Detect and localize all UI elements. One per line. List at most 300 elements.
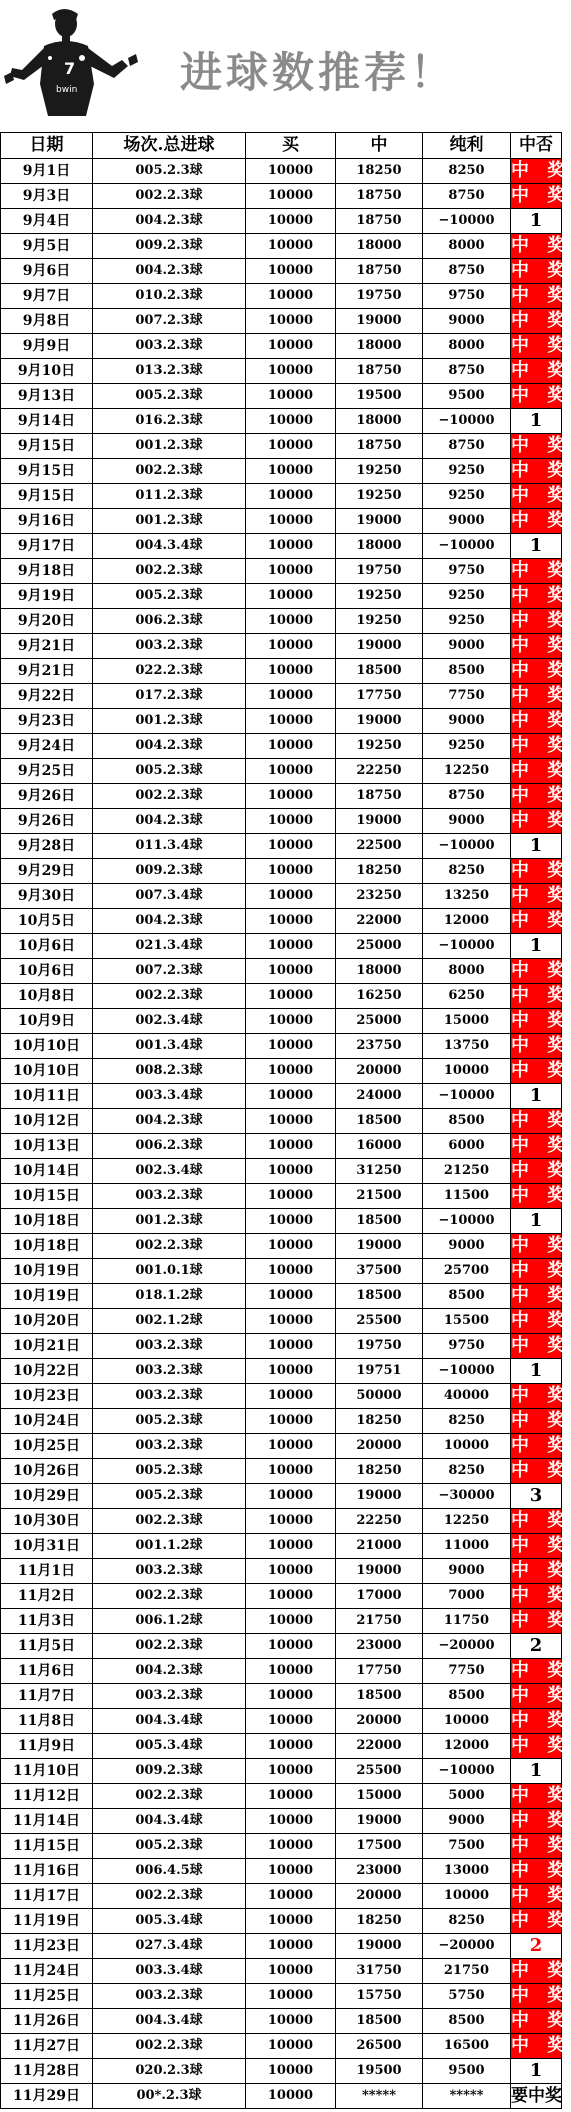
- cell-result: 中 奖: [511, 2034, 562, 2059]
- cell-date: 11月24日: [1, 1959, 93, 1984]
- table-row: [1, 884, 562, 909]
- cell-result: 中 奖: [511, 334, 562, 359]
- cell-profit: 9750: [423, 559, 511, 584]
- cell-profit: 9250: [423, 734, 511, 759]
- cell-match: 022.2.3球: [93, 659, 246, 684]
- cell-buy: 10000: [246, 1659, 336, 1684]
- cell-date: 11月19日: [1, 1909, 93, 1934]
- cell-hit: 18500: [336, 659, 423, 684]
- cell-hit: 31750: [336, 1959, 423, 1984]
- cell-buy: 10000: [246, 509, 336, 534]
- cell-profit: 8000: [423, 959, 511, 984]
- cell-match: 002.2.3球: [93, 459, 246, 484]
- cell-date: 9月15日: [1, 434, 93, 459]
- cell-match: 004.2.3球: [93, 209, 246, 234]
- table-row: [1, 709, 562, 734]
- cell-match: 017.2.3球: [93, 684, 246, 709]
- cell-profit: 9000: [423, 1234, 511, 1259]
- cell-match: 003.2.3球: [93, 634, 246, 659]
- cell-match: 018.1.2球: [93, 1284, 246, 1309]
- cell-buy: 10000: [246, 459, 336, 484]
- table-row: [1, 409, 562, 434]
- cell-buy: 10000: [246, 634, 336, 659]
- cell-match: 006.2.3球: [93, 609, 246, 634]
- cell-date: 11月16日: [1, 1859, 93, 1884]
- table-row: [1, 1434, 562, 1459]
- table-row: [1, 584, 562, 609]
- cell-buy: 10000: [246, 1484, 336, 1509]
- cell-match: 002.2.3球: [93, 1234, 246, 1259]
- cell-buy: 10000: [246, 1234, 336, 1259]
- cell-profit: 9500: [423, 2059, 511, 2084]
- table-row: [1, 659, 562, 684]
- table-row: [1, 1459, 562, 1484]
- cell-match: 002.2.3球: [93, 1509, 246, 1534]
- cell-result: 1: [511, 209, 562, 234]
- cell-hit: 19000: [336, 634, 423, 659]
- table-row: [1, 1509, 562, 1534]
- cell-profit: 40000: [423, 1384, 511, 1409]
- cell-match: 002.2.3球: [93, 784, 246, 809]
- cell-hit: 19750: [336, 1334, 423, 1359]
- cell-match: 002.1.2球: [93, 1309, 246, 1334]
- cell-result: 中 奖: [511, 1459, 562, 1484]
- cell-buy: 10000: [246, 1109, 336, 1134]
- cell-profit: 11500: [423, 1184, 511, 1209]
- cell-date: 9月30日: [1, 884, 93, 909]
- cell-result: 中 奖: [511, 284, 562, 309]
- cell-profit: 8250: [423, 1409, 511, 1434]
- cell-date: 11月3日: [1, 1609, 93, 1634]
- cell-hit: 19500: [336, 384, 423, 409]
- table-row: [1, 1484, 562, 1509]
- cell-hit: 18750: [336, 784, 423, 809]
- table-row: [1, 334, 562, 359]
- table-row: [1, 1709, 562, 1734]
- cell-match: 002.2.3球: [93, 1884, 246, 1909]
- cell-match: 006.2.3球: [93, 1134, 246, 1159]
- cell-result: 中 奖: [511, 684, 562, 709]
- cell-match: 004.3.4球: [93, 534, 246, 559]
- cell-profit: 8500: [423, 2009, 511, 2034]
- cell-match: 010.2.3球: [93, 284, 246, 309]
- table-row: [1, 684, 562, 709]
- cell-profit: 8500: [423, 1109, 511, 1134]
- cell-profit: 12250: [423, 1509, 511, 1534]
- cell-hit: 18750: [336, 259, 423, 284]
- cell-profit: 11750: [423, 1609, 511, 1634]
- table-row: [1, 1534, 562, 1559]
- cell-result: 中 奖: [511, 1509, 562, 1534]
- cell-result: 中 奖: [511, 1784, 562, 1809]
- cell-profit: −20000: [423, 1634, 511, 1659]
- header-banner: [0, 0, 562, 132]
- cell-profit: 9250: [423, 584, 511, 609]
- table-row: [1, 459, 562, 484]
- cell-date: 10月31日: [1, 1534, 93, 1559]
- cell-buy: 10000: [246, 209, 336, 234]
- cell-date: 11月15日: [1, 1834, 93, 1859]
- cell-buy: 10000: [246, 1759, 336, 1784]
- cell-buy: 10000: [246, 1509, 336, 1534]
- table-row: [1, 184, 562, 209]
- cell-match: 003.2.3球: [93, 1384, 246, 1409]
- cell-result: 中 奖: [511, 1559, 562, 1584]
- table-row: [1, 1559, 562, 1584]
- cell-match: 001.3.4球: [93, 1034, 246, 1059]
- cell-date: 10月13日: [1, 1134, 93, 1159]
- cell-buy: 10000: [246, 1984, 336, 2009]
- cell-buy: 10000: [246, 659, 336, 684]
- cell-buy: 10000: [246, 1159, 336, 1184]
- cell-buy: 10000: [246, 384, 336, 409]
- cell-match: 003.2.3球: [93, 1434, 246, 1459]
- cell-result: 中 奖: [511, 509, 562, 534]
- cell-profit: 9750: [423, 1334, 511, 1359]
- cell-result: 中 奖: [511, 959, 562, 984]
- cell-date: 9月15日: [1, 484, 93, 509]
- cell-buy: 10000: [246, 184, 336, 209]
- cell-hit: 19250: [336, 584, 423, 609]
- cell-hit: 21750: [336, 1609, 423, 1634]
- cell-result: 中 奖: [511, 359, 562, 384]
- cell-match: 005.3.4球: [93, 1734, 246, 1759]
- cell-result: 1: [511, 2059, 562, 2084]
- cell-date: 10月10日: [1, 1034, 93, 1059]
- cell-date: 10月19日: [1, 1259, 93, 1284]
- cell-buy: 10000: [246, 1684, 336, 1709]
- cell-result: 中 奖: [511, 1984, 562, 2009]
- cell-result: 中 奖: [511, 1909, 562, 1934]
- table-row: [1, 1634, 562, 1659]
- cell-hit: 19250: [336, 609, 423, 634]
- cell-buy: 10000: [246, 2059, 336, 2084]
- cell-date: 9月29日: [1, 859, 93, 884]
- cell-date: 9月22日: [1, 684, 93, 709]
- cell-date: 10月12日: [1, 1109, 93, 1134]
- cell-hit: 18250: [336, 1459, 423, 1484]
- table-row: [1, 1984, 562, 2009]
- cell-hit: 50000: [336, 1384, 423, 1409]
- cell-profit: 8250: [423, 1459, 511, 1484]
- cell-match: 004.2.3球: [93, 259, 246, 284]
- cell-result: 中 奖: [511, 434, 562, 459]
- cell-result: 1: [511, 834, 562, 859]
- cell-buy: 10000: [246, 484, 336, 509]
- cell-match: 004.2.3球: [93, 909, 246, 934]
- cell-profit: 8750: [423, 359, 511, 384]
- table-row: [1, 1609, 562, 1634]
- cell-hit: 19000: [336, 1484, 423, 1509]
- cell-buy: 10000: [246, 1834, 336, 1859]
- table-row: [1, 784, 562, 809]
- cell-match: 004.2.3球: [93, 809, 246, 834]
- cell-buy: 10000: [246, 1909, 336, 1934]
- cell-result: 中 奖: [511, 1284, 562, 1309]
- cell-hit: 23000: [336, 1859, 423, 1884]
- cell-buy: 10000: [246, 1584, 336, 1609]
- cell-hit: 19000: [336, 1934, 423, 1959]
- cell-date: 9月15日: [1, 459, 93, 484]
- table-row: [1, 1309, 562, 1334]
- cell-match: 006.1.2球: [93, 1609, 246, 1634]
- cell-date: 11月26日: [1, 2009, 93, 2034]
- cell-buy: 10000: [246, 1384, 336, 1409]
- cell-result: 中 奖: [511, 1409, 562, 1434]
- cell-hit: 25500: [336, 1759, 423, 1784]
- cell-profit: 8500: [423, 1684, 511, 1709]
- cell-hit: 19000: [336, 1559, 423, 1584]
- table-row: [1, 1959, 562, 1984]
- cell-profit: 9000: [423, 509, 511, 534]
- col-header-result: 中否: [511, 133, 562, 159]
- table-row: [1, 1734, 562, 1759]
- cell-hit: 18500: [336, 2009, 423, 2034]
- cell-buy: 10000: [246, 434, 336, 459]
- cell-result: 中 奖: [511, 259, 562, 284]
- table-row: [1, 734, 562, 759]
- table-row: [1, 534, 562, 559]
- cell-buy: 10000: [246, 1734, 336, 1759]
- cell-profit: 8500: [423, 659, 511, 684]
- cell-result: 中 奖: [511, 234, 562, 259]
- page-title: 进球数推荐！: [180, 48, 457, 97]
- cell-hit: 19250: [336, 484, 423, 509]
- cell-profit: 8000: [423, 234, 511, 259]
- cell-date: 9月17日: [1, 534, 93, 559]
- cell-profit: 8750: [423, 784, 511, 809]
- cell-hit: 17000: [336, 1584, 423, 1609]
- cell-hit: *****: [336, 2084, 423, 2109]
- cell-match: 004.3.4球: [93, 1809, 246, 1834]
- cell-buy: 10000: [246, 1859, 336, 1884]
- cell-date: 11月27日: [1, 2034, 93, 2059]
- cell-profit: 9750: [423, 284, 511, 309]
- cell-profit: *****: [423, 2084, 511, 2109]
- col-header-profit: 纯利: [423, 133, 511, 159]
- cell-hit: 18500: [336, 1109, 423, 1134]
- cell-buy: 10000: [246, 2034, 336, 2059]
- cell-match: 027.3.4球: [93, 1934, 246, 1959]
- table-row: [1, 2009, 562, 2034]
- cell-result: 中 奖: [511, 1859, 562, 1884]
- cell-date: 10月30日: [1, 1509, 93, 1534]
- cell-result: 3: [511, 1484, 562, 1509]
- cell-hit: 20000: [336, 1059, 423, 1084]
- cell-profit: 13250: [423, 884, 511, 909]
- cell-match: 00*.2.3球: [93, 2084, 246, 2109]
- cell-date: 9月20日: [1, 609, 93, 634]
- cell-profit: 21750: [423, 1959, 511, 1984]
- cell-match: 003.2.3球: [93, 1684, 246, 1709]
- table-row: [1, 1759, 562, 1784]
- cell-result: 中 奖: [511, 984, 562, 1009]
- cell-profit: −10000: [423, 1759, 511, 1784]
- cell-result: 中 奖: [511, 184, 562, 209]
- cell-result: 中 奖: [511, 1734, 562, 1759]
- cell-profit: 13750: [423, 1034, 511, 1059]
- cell-result: 中 奖: [511, 2009, 562, 2034]
- cell-hit: 19000: [336, 809, 423, 834]
- cell-date: 11月1日: [1, 1559, 93, 1584]
- cell-match: 002.2.3球: [93, 184, 246, 209]
- cell-date: 10月20日: [1, 1309, 93, 1334]
- cell-result: 1: [511, 934, 562, 959]
- cell-hit: 20000: [336, 1884, 423, 1909]
- table-row: [1, 2084, 562, 2109]
- cell-match: 004.2.3球: [93, 1659, 246, 1684]
- cell-match: 005.2.3球: [93, 159, 246, 184]
- table-row: [1, 159, 562, 184]
- cell-date: 11月25日: [1, 1984, 93, 2009]
- cell-match: 005.2.3球: [93, 384, 246, 409]
- cell-hit: 18500: [336, 1684, 423, 1709]
- cell-result: 中 奖: [511, 1334, 562, 1359]
- cell-buy: 10000: [246, 234, 336, 259]
- cell-buy: 10000: [246, 1209, 336, 1234]
- cell-buy: 10000: [246, 559, 336, 584]
- table-row: [1, 859, 562, 884]
- table-row: [1, 934, 562, 959]
- table-row: [1, 384, 562, 409]
- table-row: [1, 1209, 562, 1234]
- cell-hit: 18250: [336, 1409, 423, 1434]
- cell-buy: 10000: [246, 309, 336, 334]
- cell-buy: 10000: [246, 584, 336, 609]
- cell-buy: 10000: [246, 159, 336, 184]
- cell-match: 016.2.3球: [93, 409, 246, 434]
- cell-hit: 18000: [336, 234, 423, 259]
- table-row: [1, 609, 562, 634]
- cell-match: 003.2.3球: [93, 334, 246, 359]
- cell-profit: 9000: [423, 809, 511, 834]
- cell-match: 004.3.4球: [93, 2009, 246, 2034]
- cell-buy: 10000: [246, 1959, 336, 1984]
- cell-result: 1: [511, 409, 562, 434]
- cell-profit: 10000: [423, 1884, 511, 1909]
- cell-date: 9月21日: [1, 634, 93, 659]
- cell-date: 9月24日: [1, 734, 93, 759]
- cell-profit: 8750: [423, 259, 511, 284]
- cell-buy: 10000: [246, 1034, 336, 1059]
- cell-result: 中 奖: [511, 1709, 562, 1734]
- table-row: [1, 1259, 562, 1284]
- table-row: [1, 484, 562, 509]
- cell-date: 10月14日: [1, 1159, 93, 1184]
- cell-date: 9月7日: [1, 284, 93, 309]
- cell-match: 013.2.3球: [93, 359, 246, 384]
- cell-hit: 18250: [336, 859, 423, 884]
- cell-profit: −10000: [423, 534, 511, 559]
- cell-hit: 18000: [336, 334, 423, 359]
- cell-result: 要中奖: [511, 2084, 562, 2109]
- cell-profit: 7000: [423, 1584, 511, 1609]
- cell-hit: 20000: [336, 1709, 423, 1734]
- cell-match: 008.2.3球: [93, 1059, 246, 1084]
- cell-result: 中 奖: [511, 909, 562, 934]
- cell-buy: 10000: [246, 2084, 336, 2109]
- cell-buy: 10000: [246, 1809, 336, 1834]
- table-row: [1, 1134, 562, 1159]
- table-row: [1, 634, 562, 659]
- cell-date: 10月24日: [1, 1409, 93, 1434]
- cell-result: 中 奖: [511, 859, 562, 884]
- table-row: [1, 1034, 562, 1059]
- cell-hit: 18250: [336, 159, 423, 184]
- cell-hit: 22000: [336, 1734, 423, 1759]
- cell-match: 007.2.3球: [93, 959, 246, 984]
- table-row: [1, 1359, 562, 1384]
- cell-result: 中 奖: [511, 1884, 562, 1909]
- cell-hit: 26500: [336, 2034, 423, 2059]
- cell-profit: 10000: [423, 1709, 511, 1734]
- cell-match: 011.2.3球: [93, 484, 246, 509]
- cell-profit: 9250: [423, 459, 511, 484]
- cell-match: 004.3.4球: [93, 1709, 246, 1734]
- cell-buy: 10000: [246, 1884, 336, 1909]
- cell-date: 10月9日: [1, 1009, 93, 1034]
- cell-profit: 8250: [423, 159, 511, 184]
- cell-profit: 9000: [423, 634, 511, 659]
- cell-match: 002.3.4球: [93, 1159, 246, 1184]
- cell-result: 中 奖: [511, 1959, 562, 1984]
- cell-match: 009.2.3球: [93, 859, 246, 884]
- table-row: [1, 1884, 562, 1909]
- cell-match: 009.2.3球: [93, 234, 246, 259]
- cell-result: 中 奖: [511, 809, 562, 834]
- cell-hit: 18750: [336, 184, 423, 209]
- cell-date: 10月18日: [1, 1209, 93, 1234]
- table-row: [1, 509, 562, 534]
- cell-buy: 10000: [246, 284, 336, 309]
- cell-buy: 10000: [246, 1284, 336, 1309]
- results-table: [0, 132, 571, 2109]
- cell-profit: 15000: [423, 1009, 511, 1034]
- cell-date: 9月3日: [1, 184, 93, 209]
- cell-profit: −10000: [423, 409, 511, 434]
- cell-match: 006.4.5球: [93, 1859, 246, 1884]
- cell-date: 11月5日: [1, 1634, 93, 1659]
- cell-buy: 10000: [246, 534, 336, 559]
- cell-profit: 25700: [423, 1259, 511, 1284]
- table-row: [1, 984, 562, 1009]
- cell-match: 002.3.4球: [93, 1009, 246, 1034]
- cell-date: 11月12日: [1, 1784, 93, 1809]
- cell-result: 1: [511, 1084, 562, 1109]
- table-row: [1, 1909, 562, 1934]
- cell-hit: 18250: [336, 1909, 423, 1934]
- cell-result: 1: [511, 1359, 562, 1384]
- cell-buy: 10000: [246, 1784, 336, 1809]
- cell-date: 11月29日: [1, 2084, 93, 2109]
- cell-result: 1: [511, 1759, 562, 1784]
- cell-result: 中 奖: [511, 459, 562, 484]
- cell-match: 001.2.3球: [93, 1209, 246, 1234]
- cell-date: 10月26日: [1, 1459, 93, 1484]
- cell-buy: 10000: [246, 1434, 336, 1459]
- cell-match: 001.2.3球: [93, 509, 246, 534]
- cell-buy: 10000: [246, 1559, 336, 1584]
- cell-hit: 23250: [336, 884, 423, 909]
- cell-date: 9月19日: [1, 584, 93, 609]
- cell-match: 004.2.3球: [93, 1109, 246, 1134]
- cell-profit: 9250: [423, 609, 511, 634]
- cell-profit: −10000: [423, 1084, 511, 1109]
- cell-hit: 25500: [336, 1309, 423, 1334]
- cell-hit: 18000: [336, 534, 423, 559]
- cell-result: 2: [511, 1934, 562, 1959]
- cell-buy: 10000: [246, 1409, 336, 1434]
